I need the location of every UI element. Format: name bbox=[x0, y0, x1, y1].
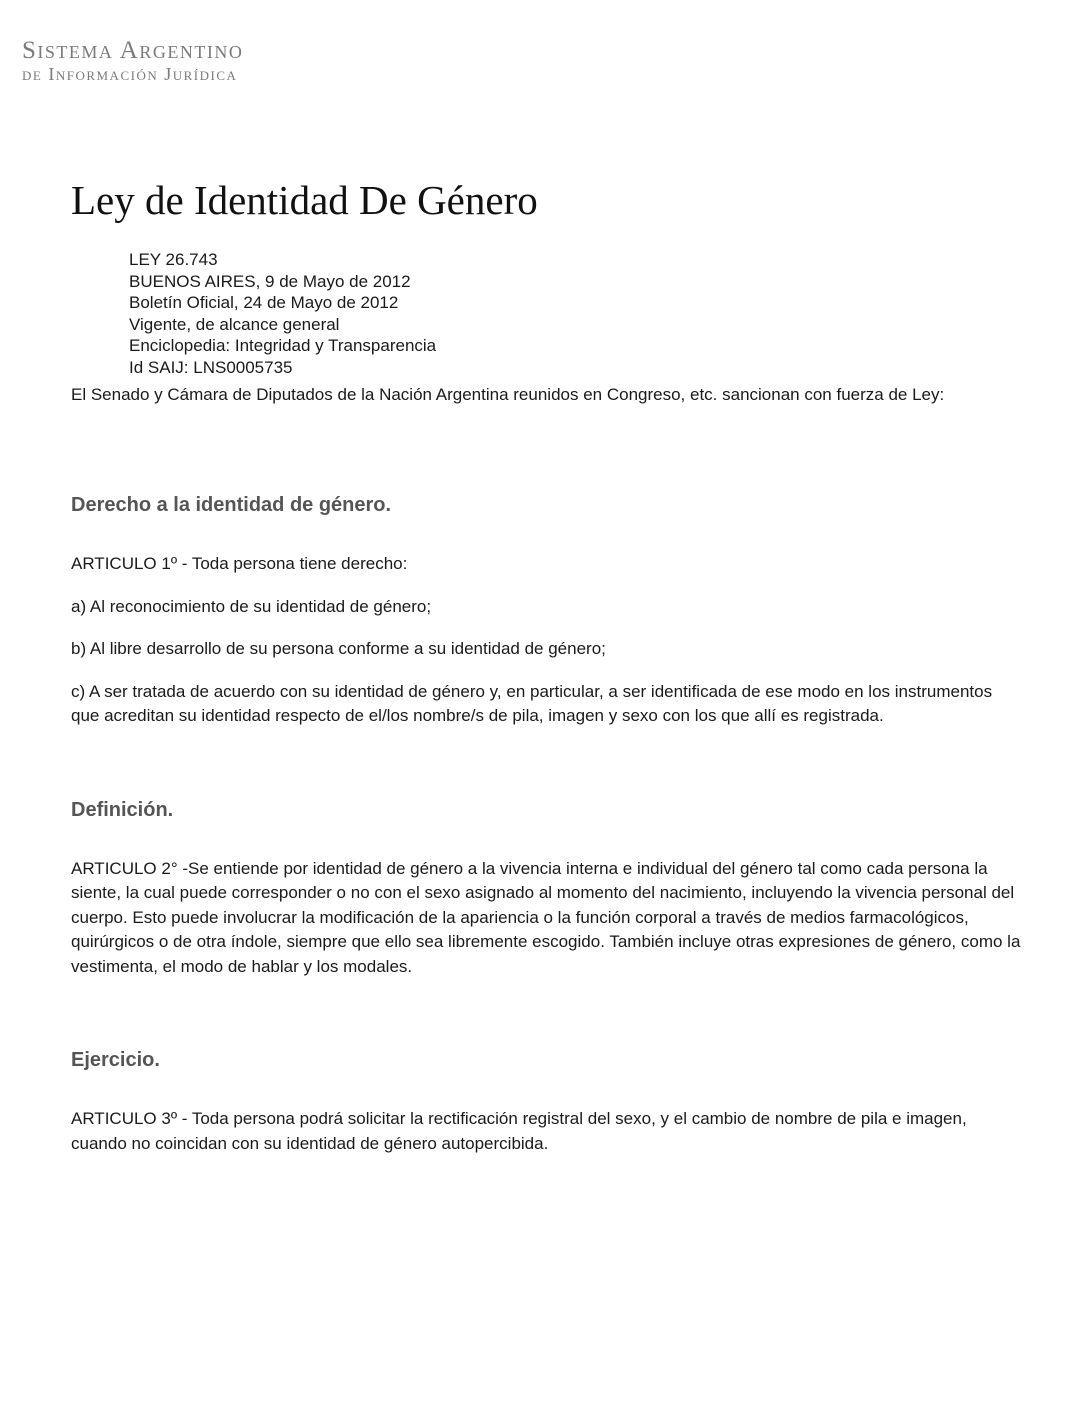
saij-logo bbox=[22, 38, 243, 84]
official-bulletin: Boletín Oficial, 24 de Mayo de 2012 bbox=[129, 293, 399, 312]
section-heading: Ejercicio. bbox=[71, 1049, 160, 1071]
logo-line-1: Sistema Argentino bbox=[22, 37, 244, 64]
section-heading: Definición. bbox=[71, 798, 174, 821]
preamble: El Senado y Cámara de Diputados de la Nación Argentina reunidos en Congreso, etc. sancionan con fuerza de Ley: bbox=[71, 385, 945, 404]
law-metadata bbox=[129, 249, 1021, 378]
document-title: Ley de Identidad De Género bbox=[71, 177, 538, 223]
saij-id: Id SAIJ: LNS0005735 bbox=[129, 357, 293, 377]
article-paragraph: ARTICULO 3º - Toda persona podrá solicitar la rectificación registral del sexo, y el cambio de nombre de pila e imagen, cuando no coincidan con su identidad de género autopercibida. bbox=[71, 1109, 967, 1153]
encyclopedia: Enciclopedia: Integridad y Transparencia bbox=[129, 336, 437, 355]
law-status: Vigente, de alcance general bbox=[129, 314, 340, 334]
section-heading: Derecho a la identidad de género. bbox=[71, 494, 392, 516]
article-paragraph: c) A ser tratada de acuerdo con su identidad de género y, en particular, a ser identificada de ese modo en los instrumentos que acreditan su identidad respecto de el/los nombre/s de pila, imagen y sexo con los que allí es registrada. bbox=[71, 681, 993, 725]
article-paragraph: b) Al libre desarrollo de su persona conforme a su identidad de género; bbox=[71, 639, 606, 658]
law-date: BUENOS AIRES, 9 de Mayo de 2012 bbox=[129, 271, 411, 291]
law-number: LEY 26.743 bbox=[129, 250, 218, 269]
document-body bbox=[71, 175, 1021, 1156]
logo-line-2: de Información Jurídica bbox=[22, 64, 238, 84]
article-paragraph: a) Al reconocimiento de su identidad de género; bbox=[71, 596, 432, 616]
article-paragraph: ARTICULO 2° -Se entiende por identidad de género a la vivencia interna e individual del género tal como cada persona la siente, la cual puede corresponder o no con el sexo asignado al momento del nacimiento, incluyendo la vivencia personal del cuerpo. Esto puede involucrar la modificación de la apariencia o la función corporal a través de medios farmacológicos, quirúrgicos o de otra índole, siempre que ello sea libremente escogido. También incluye otras expresiones de género, como la vestimenta, el modo de hablar y los modales. bbox=[71, 858, 1021, 976]
article-paragraph: ARTICULO 1º - Toda persona tiene derecho: bbox=[71, 554, 408, 573]
